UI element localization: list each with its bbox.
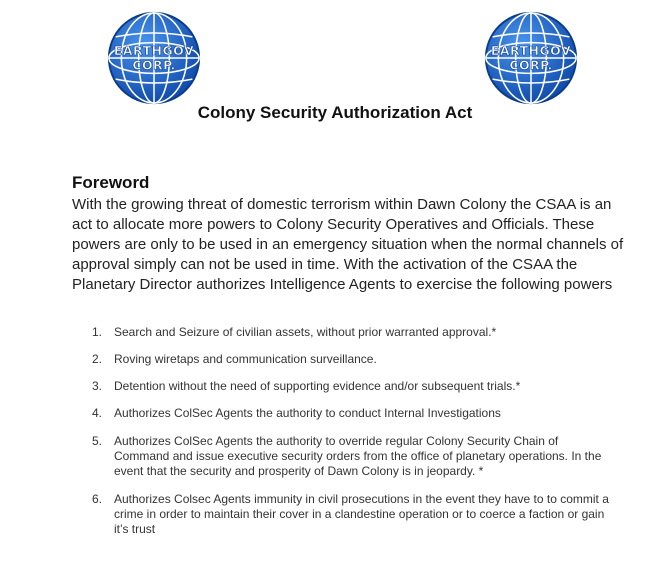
- list-item-text: Authorizes ColSec Agents the authority to conduct Internal Investigations: [114, 406, 501, 420]
- foreword-heading: Foreword: [72, 173, 150, 192]
- list-item-text: Roving wiretaps and communication surveillance.: [114, 352, 377, 366]
- globe-icon: [106, 10, 202, 106]
- logo-text-line1: EARTHGOV: [490, 43, 572, 59]
- list-item-number: 1.: [92, 325, 103, 339]
- list-item: [72, 379, 612, 394]
- logo-text-line1: EARTHGOV: [113, 43, 195, 59]
- earthgov-logo-right: [483, 10, 579, 106]
- list-item-text: Detention without the need of supporting evidence and/or subsequent trials.*: [114, 379, 521, 393]
- list-item: [72, 492, 612, 537]
- earthgov-logo-left: [106, 10, 202, 106]
- powers-list: [72, 325, 612, 537]
- list-item-text: Authorizes ColSec Agents the authority to override regular Colony Security Chain of Command and issue executive security orders from the office of planetary operations. In the event that the security and prosperity of Dawn Colony is in jeopardy. *: [114, 434, 602, 478]
- logo-text-line2: CORP.: [509, 57, 553, 73]
- list-item-number: 3.: [92, 379, 103, 393]
- list-item: [72, 406, 612, 421]
- list-item-number: 2.: [92, 352, 103, 366]
- globe-icon: [483, 10, 579, 106]
- logo-text-line2: CORP.: [132, 57, 176, 73]
- list-item: [72, 325, 612, 340]
- list-item-number: 6.: [92, 492, 103, 506]
- document-title: Colony Security Authorization Act: [197, 103, 473, 122]
- list-item-text: Search and Seizure of civilian assets, without prior warranted approval.*: [114, 325, 497, 339]
- list-item: [72, 434, 612, 479]
- list-item-text: Authorizes Colsec Agents immunity in civil prosecutions in the event they have to to commit a crime in order to maintain their cover in a clandestine operation or to coerce a faction or gain it’s trust: [114, 492, 609, 536]
- list-item-number: 5.: [92, 434, 103, 448]
- list-item: [72, 352, 612, 367]
- list-item-number: 4.: [92, 406, 103, 420]
- foreword-body: With the growing threat of domestic terrorism within Dawn Colony the CSAA is an act to allocate more powers to Colony Security Operatives and Officials. These powers are only to be used in an emergency situation when the normal channels of approval simply can not be used in time. With the activation of the CSAA the Planetary Director authorizes Intelligence Agents to exercise the following powers: [72, 196, 624, 293]
